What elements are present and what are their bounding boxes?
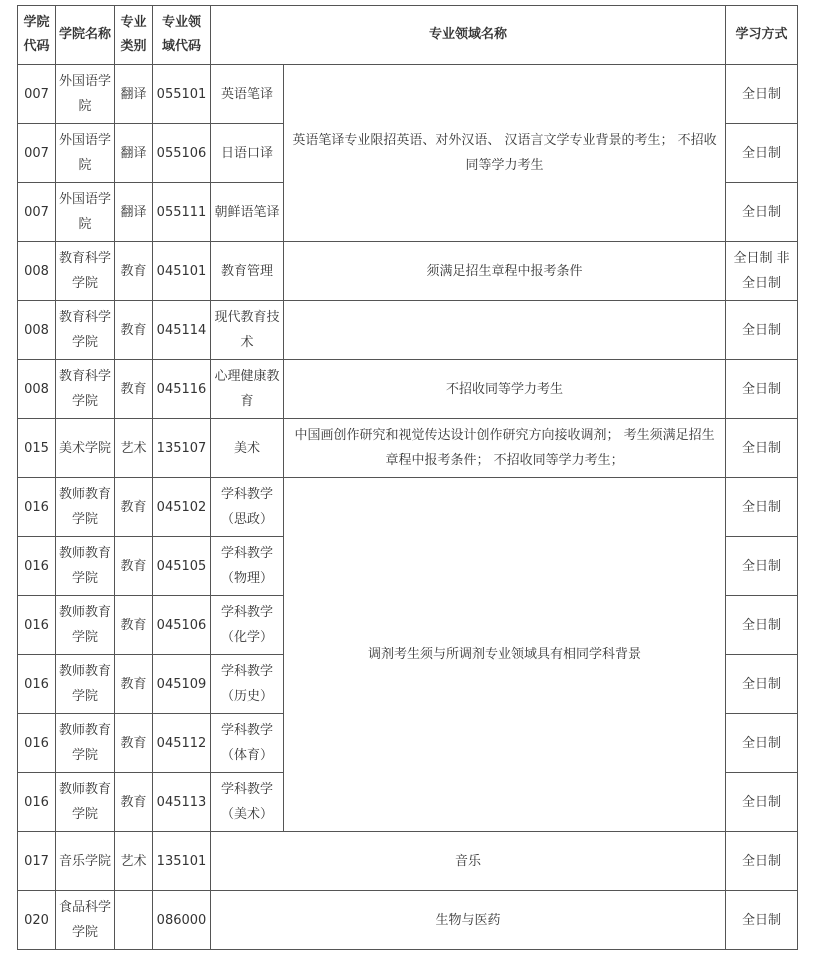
college-name-cell: 教育科学学院 — [56, 301, 115, 360]
college-code-cell: 016 — [18, 773, 56, 832]
field-name-cell: 心理健康教育 — [211, 360, 284, 419]
college-code-cell: 008 — [18, 301, 56, 360]
college-name-cell: 外国语学院 — [56, 124, 115, 183]
category-cell: 教育 — [115, 360, 153, 419]
field-code-cell: 055101 — [153, 65, 211, 124]
header-college-code: 学院代码 — [18, 6, 56, 65]
study-mode-cell: 全日制 — [726, 773, 798, 832]
college-name-cell: 教师教育学院 — [56, 655, 115, 714]
field-name-cell: 学科教学（思政） — [211, 478, 284, 537]
field-code-cell: 045114 — [153, 301, 211, 360]
college-name-cell: 外国语学院 — [56, 65, 115, 124]
college-name-cell: 美术学院 — [56, 419, 115, 478]
header-study-mode: 学习方式 — [726, 6, 798, 65]
category-cell: 教育 — [115, 655, 153, 714]
field-code-cell: 045105 — [153, 537, 211, 596]
study-mode-cell: 全日制 — [726, 124, 798, 183]
study-mode-cell: 全日制 — [726, 360, 798, 419]
category-cell: 教育 — [115, 242, 153, 301]
study-mode-cell: 全日制 — [726, 832, 798, 891]
college-name-cell: 食品科学学院 — [56, 891, 115, 950]
field-code-cell: 055111 — [153, 183, 211, 242]
field-code-cell: 086000 — [153, 891, 211, 950]
college-code-cell: 016 — [18, 655, 56, 714]
college-name-cell: 教师教育学院 — [56, 596, 115, 655]
table-row — [18, 242, 798, 301]
category-cell: 翻译 — [115, 183, 153, 242]
header-category: 专业类别 — [115, 6, 153, 65]
field-name-cell: 美术 — [211, 419, 284, 478]
field-code-cell: 045102 — [153, 478, 211, 537]
college-name-cell: 教育科学学院 — [56, 360, 115, 419]
college-code-cell: 008 — [18, 242, 56, 301]
study-mode-cell: 全日制 — [726, 478, 798, 537]
study-mode-cell: 全日制 — [726, 655, 798, 714]
college-name-cell: 外国语学院 — [56, 183, 115, 242]
study-mode-cell: 全日制 非全日制 — [726, 242, 798, 301]
category-cell: 教育 — [115, 301, 153, 360]
college-code-cell: 008 — [18, 360, 56, 419]
college-code-cell: 017 — [18, 832, 56, 891]
study-mode-cell: 全日制 — [726, 891, 798, 950]
college-code-cell: 015 — [18, 419, 56, 478]
field-code-cell: 045112 — [153, 714, 211, 773]
category-cell: 翻译 — [115, 124, 153, 183]
college-code-cell: 016 — [18, 478, 56, 537]
field-name-cell: 日语口译 — [211, 124, 284, 183]
college-name-cell: 教师教育学院 — [56, 537, 115, 596]
college-code-cell: 007 — [18, 183, 56, 242]
field-code-cell: 045113 — [153, 773, 211, 832]
field-name-cell: 音乐 — [211, 832, 726, 891]
category-cell: 教育 — [115, 773, 153, 832]
field-name-cell: 现代教育技术 — [211, 301, 284, 360]
field-name-cell: 学科教学（化学） — [211, 596, 284, 655]
field-name-cell: 学科教学（历史） — [211, 655, 284, 714]
table-row — [18, 891, 798, 950]
college-name-cell: 教育科学学院 — [56, 242, 115, 301]
note-psychology: 不招收同等学力考生 — [284, 360, 726, 419]
college-code-cell: 020 — [18, 891, 56, 950]
field-name-cell: 朝鲜语笔译 — [211, 183, 284, 242]
note-foreign-languages: 英语笔译专业限招英语、对外汉语、 汉语言文学专业背景的考生； 不招收同等学力考生 — [284, 65, 726, 242]
college-name-cell: 音乐学院 — [56, 832, 115, 891]
header-field-name: 专业领域名称 — [211, 6, 726, 65]
header-row — [18, 6, 798, 65]
table-row — [18, 419, 798, 478]
category-cell: 教育 — [115, 537, 153, 596]
category-cell: 艺术 — [115, 832, 153, 891]
field-name-cell: 英语笔译 — [211, 65, 284, 124]
note-fine-arts: 中国画创作研究和视觉传达设计创作研究方向接收调剂； 考生须满足招生章程中报考条件； 不招收同等学力考生； — [284, 419, 726, 478]
table-row — [18, 360, 798, 419]
field-code-cell: 135101 — [153, 832, 211, 891]
field-name-cell: 教育管理 — [211, 242, 284, 301]
note-empty — [284, 301, 726, 360]
study-mode-cell: 全日制 — [726, 714, 798, 773]
study-mode-cell: 全日制 — [726, 301, 798, 360]
table-row — [18, 65, 798, 124]
field-name-cell: 学科教学（体育） — [211, 714, 284, 773]
header-field-code: 专业领域代码 — [153, 6, 211, 65]
category-cell: 翻译 — [115, 65, 153, 124]
note-education-management: 须满足招生章程中报考条件 — [284, 242, 726, 301]
field-name-cell: 学科教学（美术） — [211, 773, 284, 832]
field-code-cell: 045101 — [153, 242, 211, 301]
study-mode-cell: 全日制 — [726, 183, 798, 242]
study-mode-cell: 全日制 — [726, 537, 798, 596]
field-name-cell: 学科教学（物理） — [211, 537, 284, 596]
field-code-cell: 045106 — [153, 596, 211, 655]
field-code-cell: 135107 — [153, 419, 211, 478]
college-name-cell: 教师教育学院 — [56, 714, 115, 773]
category-cell — [115, 891, 153, 950]
college-code-cell: 016 — [18, 714, 56, 773]
field-code-cell: 055106 — [153, 124, 211, 183]
category-cell: 教育 — [115, 596, 153, 655]
field-name-cell: 生物与医药 — [211, 891, 726, 950]
header-college-name: 学院名称 — [56, 6, 115, 65]
study-mode-cell: 全日制 — [726, 596, 798, 655]
table-row — [18, 301, 798, 360]
table-row — [18, 478, 798, 537]
college-code-cell: 007 — [18, 124, 56, 183]
field-code-cell: 045116 — [153, 360, 211, 419]
college-code-cell: 007 — [18, 65, 56, 124]
category-cell: 教育 — [115, 714, 153, 773]
field-code-cell: 045109 — [153, 655, 211, 714]
college-name-cell: 教师教育学院 — [56, 478, 115, 537]
category-cell: 艺术 — [115, 419, 153, 478]
college-code-cell: 016 — [18, 537, 56, 596]
category-cell: 教育 — [115, 478, 153, 537]
table-row — [18, 832, 798, 891]
study-mode-cell: 全日制 — [726, 65, 798, 124]
admissions-table — [17, 5, 798, 950]
college-code-cell: 016 — [18, 596, 56, 655]
college-name-cell: 教师教育学院 — [56, 773, 115, 832]
admissions-table-container — [17, 5, 798, 950]
study-mode-cell: 全日制 — [726, 419, 798, 478]
note-teacher-education: 调剂考生须与所调剂专业领域具有相同学科背景 — [284, 478, 726, 832]
